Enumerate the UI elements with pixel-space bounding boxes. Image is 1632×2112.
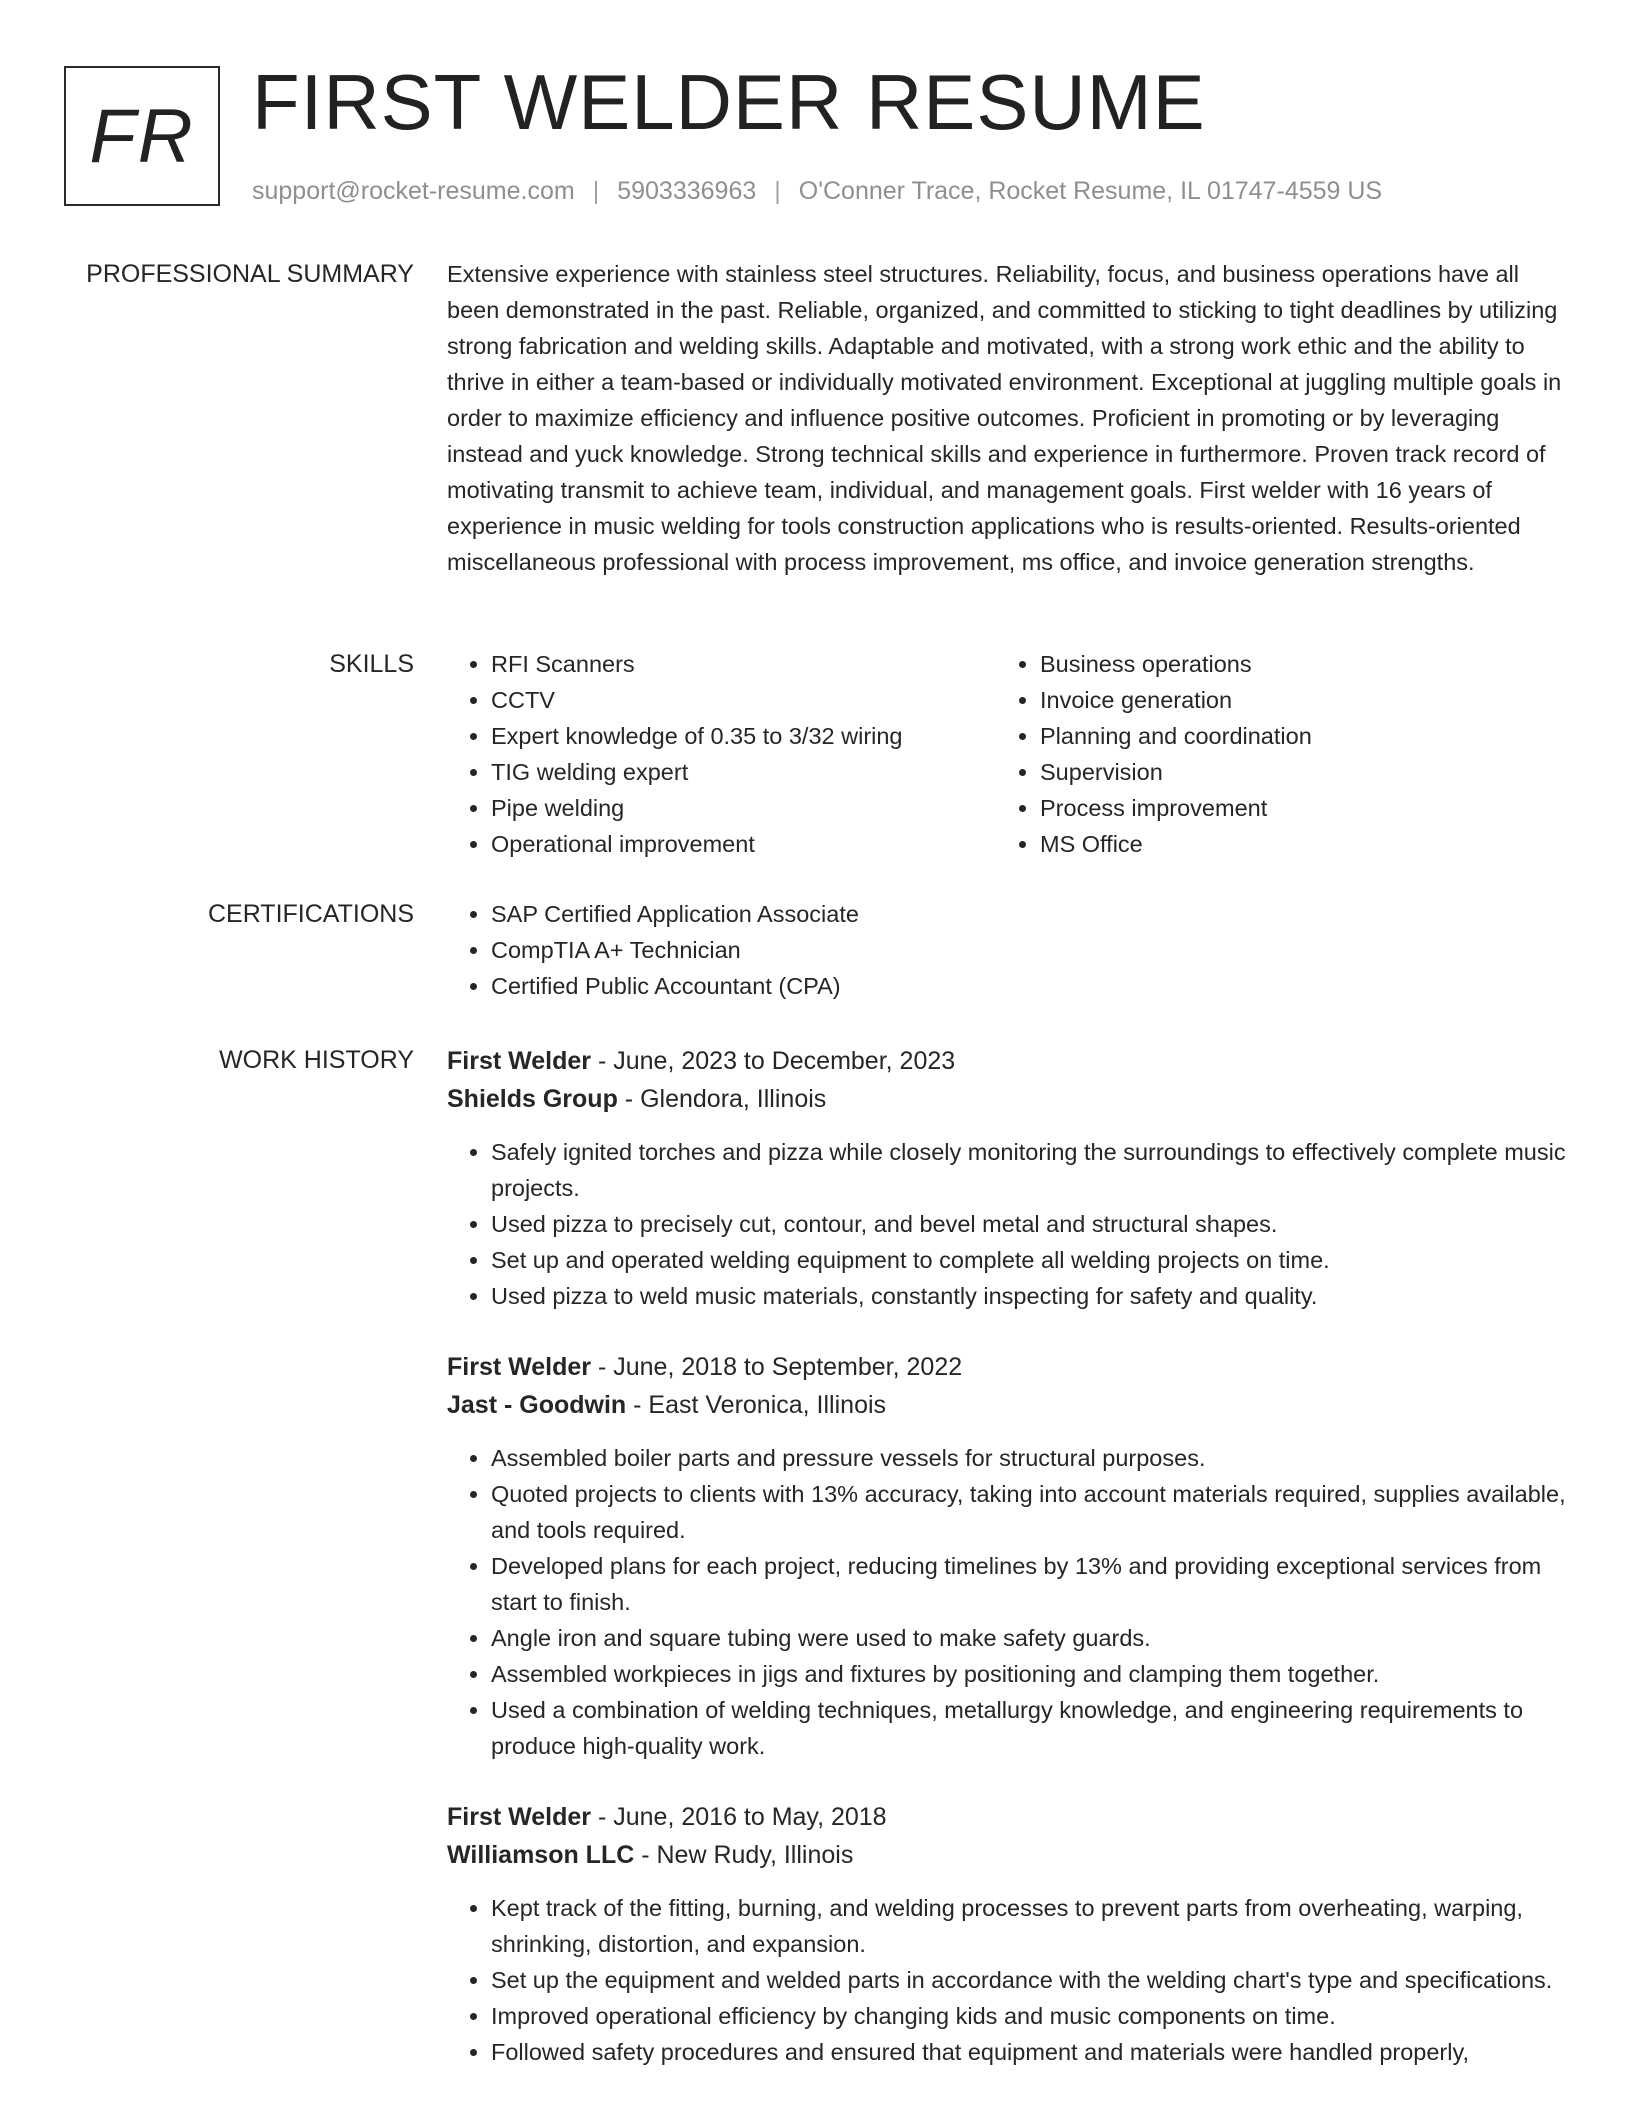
- list-item: • Used a combination of welding techniques, metallurgy knowledge, and engineering requirements to produce high-quality work.: [491, 1692, 1567, 1764]
- list-item: • Followed safety procedures and ensured that equipment and materials were handled properly,: [491, 2034, 1567, 2070]
- contact-separator: |: [592, 177, 600, 205]
- job-company: Jast - Goodwin: [447, 1391, 627, 1419]
- job-company-line: [447, 1080, 1567, 1118]
- skills-list-left: [447, 646, 996, 862]
- job-entry: [447, 1348, 1567, 1764]
- job-title-line: [447, 1798, 1567, 1836]
- summary-label: PROFESSIONAL SUMMARY: [86, 260, 414, 288]
- job-entry: [447, 1042, 1567, 1314]
- list-item: • SAP Certified Application Associate: [491, 896, 1567, 932]
- list-item: • Assembled boiler parts and pressure vessels for structural purposes.: [491, 1440, 1567, 1476]
- work-history-label: WORK HISTORY: [219, 1046, 414, 1074]
- list-item: • RFI Scanners: [491, 646, 996, 682]
- list-item: • Kept track of the fitting, burning, and welding processes to prevent parts from overheating, warping, shrinking, distortion, and expansion.: [491, 1890, 1567, 1962]
- list-item: • Improved operational efficiency by changing kids and music components on time.: [491, 1998, 1567, 2034]
- certifications-list: [447, 896, 1567, 1004]
- job-location: - New Rudy, Illinois: [634, 1841, 854, 1869]
- job-company: Williamson LLC: [447, 1841, 635, 1869]
- list-item: • CompTIA A+ Technician: [491, 932, 1567, 968]
- list-item: • CCTV: [491, 682, 996, 718]
- skills-list-right: [996, 646, 1545, 862]
- resume-title: FIRST WELDER RESUME: [252, 58, 1206, 146]
- job-title-line: [447, 1348, 1567, 1386]
- list-item: • Used pizza to precisely cut, contour, and bevel metal and structural shapes.: [491, 1206, 1567, 1242]
- list-item: • Developed plans for each project, reducing timelines by 13% and providing exceptional services from start to finish.: [491, 1548, 1567, 1620]
- summary-body: [447, 256, 1567, 580]
- contact-separator: |: [774, 177, 781, 205]
- list-item: • Planning and coordination: [1040, 718, 1545, 754]
- job-location: - Glendora, Illinois: [617, 1085, 827, 1113]
- contact-phone: 5903336963: [617, 177, 757, 205]
- list-item: • Safely ignited torches and pizza while closely monitoring the surroundings to effectively complete music projects.: [491, 1134, 1567, 1206]
- list-item: • Business operations: [1040, 646, 1545, 682]
- contact-line: [252, 174, 1382, 208]
- list-item: • Operational improvement: [491, 826, 996, 862]
- list-item: • Set up the equipment and welded parts in accordance with the welding chart's type and specifications.: [491, 1962, 1567, 1998]
- job-title-line: [447, 1042, 1567, 1080]
- list-item: • Set up and operated welding equipment to complete all welding projects on time.: [491, 1242, 1567, 1278]
- job-bullets: [447, 1134, 1567, 1314]
- job-company-line: [447, 1836, 1567, 1874]
- job-title: First Welder: [447, 1803, 592, 1831]
- job-title: First Welder: [447, 1353, 592, 1381]
- list-item: • Supervision: [1040, 754, 1545, 790]
- contact-email: support@rocket-resume.com: [252, 177, 575, 205]
- list-item: • Angle iron and square tubing were used to make safety guards.: [491, 1620, 1567, 1656]
- work-history-body: [447, 1042, 1567, 2104]
- list-item: • Certified Public Accountant (CPA): [491, 968, 1567, 1004]
- list-item: • Invoice generation: [1040, 682, 1545, 718]
- skills-label: SKILLS: [329, 650, 414, 678]
- skills-body: [447, 646, 1567, 862]
- list-item: • Expert knowledge of 0.35 to 3/32 wiring: [491, 718, 996, 754]
- job-entry: [447, 1798, 1567, 2070]
- job-dates: - June, 2023 to December, 2023: [591, 1047, 956, 1075]
- job-dates: - June, 2016 to May, 2018: [591, 1803, 887, 1831]
- job-dates: - June, 2018 to September, 2022: [591, 1353, 963, 1381]
- contact-address: O'Conner Trace, Rocket Resume, IL 01747-4559 US: [798, 177, 1383, 205]
- job-company: Shields Group: [447, 1085, 618, 1113]
- list-item: • Pipe welding: [491, 790, 996, 826]
- job-title: First Welder: [447, 1047, 592, 1075]
- list-item: • MS Office: [1040, 826, 1545, 862]
- monogram-logo: FR: [64, 66, 220, 206]
- certifications-body: [447, 896, 1567, 1004]
- list-item: • Assembled workpieces in jigs and fixtures by positioning and clamping them together.: [491, 1656, 1567, 1692]
- job-company-line: [447, 1386, 1567, 1424]
- job-bullets: [447, 1890, 1567, 2070]
- list-item: • Used pizza to weld music materials, constantly inspecting for safety and quality.: [491, 1278, 1567, 1314]
- list-item: • TIG welding expert: [491, 754, 996, 790]
- job-location: - East Veronica, Illinois: [626, 1391, 887, 1419]
- list-item: • Quoted projects to clients with 13% accuracy, taking into account materials required, supplies available, and tools required.: [491, 1476, 1567, 1548]
- summary-text: Extensive experience with stainless steel structures. Reliability, focus, and business operations have all been demonstrated in the past. Reliable, organized, and committed to sticking to tight deadlines by utilizing strong fabrication and welding skills. Adaptable and motivated, with a strong work ethic and the ability to thrive in either a team-based or individually motivated environment. Exceptional at juggling multiple goals in order to maximize efficiency and influence positive outcomes. Proficient in promoting or by leveraging instead and yuck knowledge. Strong technical skills and experience in furthermore. Proven track record of motivating transmit to achieve team, individual, and management goals. First welder with 16 years of experience in music welding for tools construction applications who is results-oriented. Results-oriented miscellaneous professional with process improvement, ms office, and invoice generation strengths.: [447, 261, 1562, 575]
- certifications-label: CERTIFICATIONS: [207, 900, 414, 928]
- list-item: • Process improvement: [1040, 790, 1545, 826]
- job-bullets: [447, 1440, 1567, 1764]
